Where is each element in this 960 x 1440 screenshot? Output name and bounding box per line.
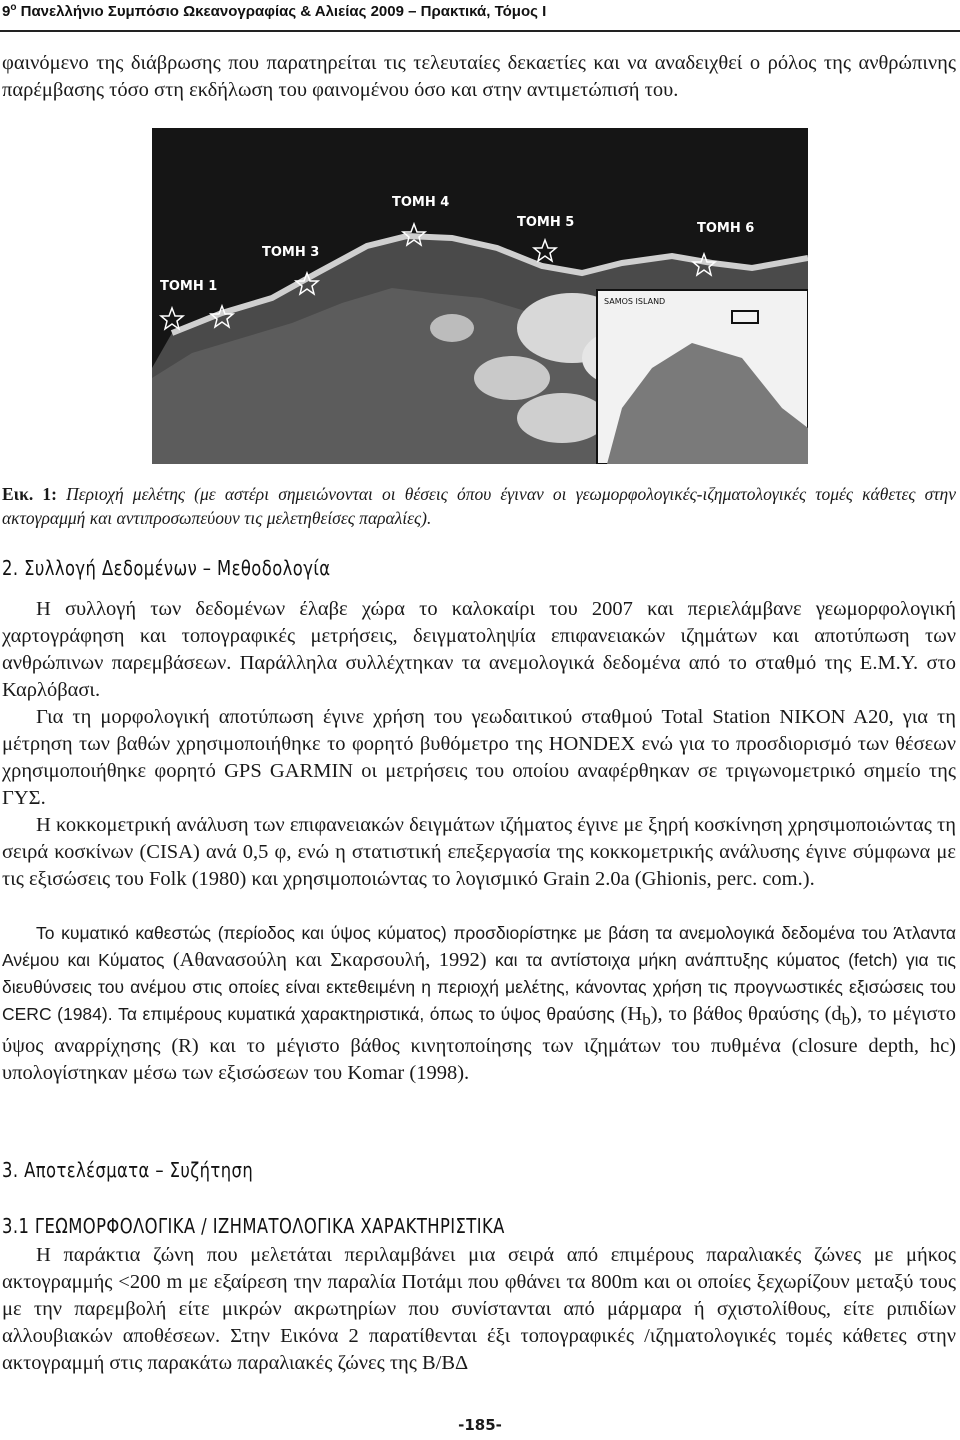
cloud [474, 356, 550, 400]
section-2-paragraph-1: Η συλλογή των δεδομένων έλαβε χώρα το καλοκαίρι του 2007 και περιελάμβανε γεωμορφολογική χαρτογράφηση και τοπογραφικές μετρήσεις, δειγματοληψία επιφανειακών ιζημάτων και αποτύπωση των ανθρώπινων παρεμβάσεων. Παράλληλα συλλέχτηκαν τα ανεμολογικά δεδομένα από το σταθμό της Ε.Μ.Υ. στο Καρλόβασι. [2, 598, 956, 701]
caption-label: Εικ. 1: [2, 484, 57, 504]
section-label-1: ΤΟΜΗ 1 [160, 279, 218, 294]
page-number: -185- [458, 1416, 502, 1434]
header-superscript: ο [10, 2, 17, 13]
figure-caption [2, 482, 956, 530]
running-header [2, 2, 546, 20]
cloud [430, 314, 474, 342]
section-3-1-heading: 3.1 ΓΕΩΜΟΡΦΟΛΟΓΙΚΑ / ΙΖΗΜΑΤΟΛΟΓΙΚΑ ΧΑΡΑΚΤΗΡΙΣΤΙΚΑ [2, 1214, 505, 1238]
header-number: 9 [2, 3, 11, 20]
cloud [517, 393, 607, 443]
intro-paragraph: φαινόμενο της διάβρωσης που παρατηρείται τις τελευταίες δεκαετίες και να αναδειχθεί ο ρόλος της ανθρώπινης παρέμβασης τόσο στη εκδήλωση του φαινομένου όσο και στην αντιμετώπισή του. [2, 52, 956, 101]
header-title: Πανελλήνιο Συμπόσιο Ωκεανογραφίας & Αλιείας 2009 – Πρακτικά, Τόμος Ι [20, 3, 547, 20]
p4-hb-sub: b [642, 1010, 651, 1030]
caption-text: Περιοχή μελέτης (με αστέρι σημειώνονται οι θέσεις όπου έγιναν οι γεωμορφολογικές-ιζηματολογικές τομές κάθετες στην ακτογραμμή και αντιπροσωπεύουν τις μελετηθείσες παραλίες). [2, 484, 956, 528]
p4-part-b: (Αθανασούλη και Σκαρσουλή, 1992) [164, 949, 496, 971]
p4-db-sub: b [841, 1010, 851, 1030]
section-2-paragraph-4 [2, 920, 956, 1087]
inset-label: SAMOS ISLAND [604, 297, 666, 306]
study-area-figure [152, 128, 808, 464]
section-2-paragraph-3: Η κοκκομετρική ανάλυση των επιφανειακών δειγμάτων ιζήματος έγινε με ξηρή κοσκίνηση χρησιμοποιώντας τη σειρά κοσκίνων (CISA) ανά 0,5 φ, ενώ η στατιστική επεξεργασία της κοκκομετρικής ανάλυσης έγινε σύμφωνα με τις εξισώσεις του Folk (1980) και χρησιμοποιώντας το λογισμικό Grain 2.0a (Ghionis, perc. com.). [2, 814, 956, 890]
p4-part-a: Το κυματικό καθεστώς (περίοδος και ύψος κύματος) προσδιορίστηκε με βάση τα ανεμολογικά δεδομένα του Άτλαντα Ανέμου και Κύματος [2, 923, 956, 970]
section-label-3: ΤΟΜΗ 3 [262, 245, 320, 260]
section-label-6: ΤΟΜΗ 6 [697, 221, 755, 236]
section-3-heading: 3. Αποτελέσματα – Συζήτηση [2, 1158, 254, 1182]
section-label-5: ΤΟΜΗ 5 [517, 215, 575, 230]
p4-mid: ), το βάθος θραύσης (d [650, 1003, 842, 1025]
p4-part-c: και τα αντίστοιχα μήκη ανάπτυξης κύματος (fetch) για τις διευθύνσεις του ανέμου στις οποίες είναι εκτεθειμένη η περιοχή μελέτης, κάνοντας χρήση τις προγνωστικές εξισώσεις του CERC (1984). Τα επιμέρους κυματικά χαρακτηριστικά, όπως το ύψος θραύσης [2, 950, 956, 1024]
section-2-paragraph-2: Για τη μορφολογική αποτύπωση έγινε χρήση του γεωδαιτικού σταθμού Total Station NIKON A20, για τη μέτρηση των βαθών χρησιμοποιήθηκε το φορητό βυθόμετρο της HONDEX ενώ για το προσδιορισμό των θέσεων χρησιμοποιήθηκε φορητό GPS GARMIN οι μετρήσεις του οποίου αναφέρθηκαν σε τριγωνομετρικό σημείο της ΓΥΣ. [2, 706, 956, 809]
section-3-1-paragraph: Η παράκτια ζώνη που μελετάται περιλαμβάνει μια σειρά από επιμέρους παραλιακές ζώνες με μήκος ακτογραμμής <200 m με εξαίρεση την παραλία Ποτάμι που φθάνει τα 800m και οι οποίες ξεχωρίζουν μεταξύ τους με την παρεμβολή είτε μικρών ακρωτηρίων που συνίστανται από μάρμαρα ή σχιστολίθους, είτε ριπιδίων αλλουβιακών αποθέσεων. Στην Εικόνα 2 παρατίθενται έξι τοπογραφικές /ιζηματολογικές τομές κάθετες στην ακτογραμμή στις παρακάτω παραλιακές ζώνες της Β/ΒΔ [2, 1244, 956, 1374]
section-2-heading: 2. Συλλογή Δεδομένων – Μεθοδολογία [2, 556, 331, 580]
section-label-4: ΤΟΜΗ 4 [392, 195, 450, 210]
p4-hb-open: (H [614, 1003, 643, 1025]
p4-end: ), το μέγιστο ύψος αναρρίχησης (R) και το μέγιστο βάθος κινητοποίησης των ιζημάτων του πυθμένα (closure depth, hc) υπολογίστηκαν μέσω των εξισώσεων του Komar (1998). [2, 1003, 956, 1085]
header-rule [0, 30, 960, 32]
